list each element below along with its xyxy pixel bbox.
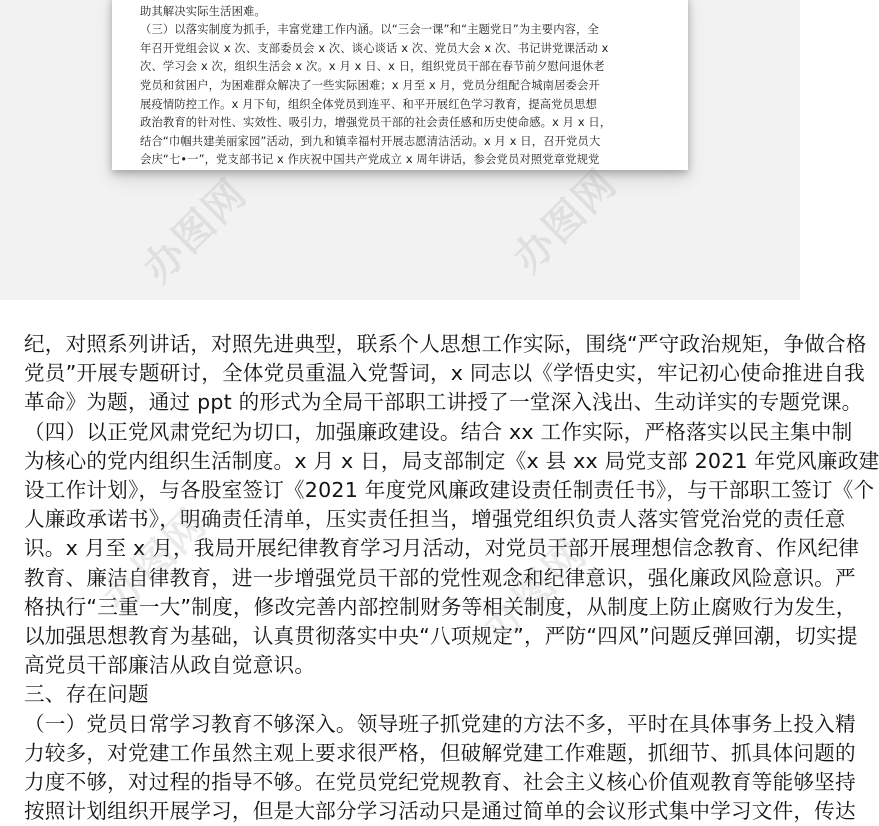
preview-line: （三）以落实制度为抓手，丰富党建工作内涵。以“三会一课”和“主题党日”为主要内容，全: [140, 23, 599, 37]
watermark: 办图网: [474, 530, 597, 652]
body-line: 力较多，对党建工作虽然主观上要求很严格，但破解党建工作难题，抓细节、抓具体问题的: [24, 740, 856, 765]
body-line: 以加强思想教育为基础，认真贯彻落实中央“八项规定”，严防“四风”问题反弹回潮，切实提: [24, 624, 858, 649]
preview-line: 次、学习会 x 次，组织生活会 x 次。x 月 x 日、x 日，组织党员干部在春节前夕慰问退休老: [140, 60, 605, 74]
page-preview-area: [0, 0, 800, 300]
preview-line: 党员和贫困户，为困难群众解决了一些实际困难；x 月至 x 月，党员分组配合城南居委会开: [140, 78, 600, 92]
body-line: 力度不够，对过程的指导不够。在党员党纪党规教育、社会主义核心价值观教育等能够坚持: [24, 770, 856, 795]
body-line: 教育、廉洁自律教育，进一步增强党员干部的党性观念和纪律意识，强化廉政风险意识。严: [24, 565, 856, 590]
watermark: 办图网: [504, 160, 627, 282]
preview-line: 结合“巾帼共建美丽家园”活动，到九和镇幸福村开展志愿清洁活动。x 月 x 日，召开党员大: [140, 134, 601, 148]
body-line: 纪，对照系列讲话，对照先进典型，联系个人思想工作实际，围绕“严守政治规矩，争做合格: [24, 332, 867, 356]
body-line: 识。x 月至 x 月，我局开展纪律教育学习月活动，对党员干部开展理想信念教育、作风纪律: [24, 536, 860, 561]
body-line: 党员”开展专题研讨，全体党员重温入党誓词，x 同志以《学悟史实，牢记初心使命推进自我: [24, 361, 865, 386]
document-body: [24, 330, 879, 826]
body-line: 按照计划组织开展学习，但是大部分学习活动只是通过简单的会议形式集中学习文件，传达: [24, 799, 856, 824]
preview-line: 政治教育的针对性、实效性、吸引力，增强党员干部的社会责任感和历史使命感。x 月 x 日，: [140, 116, 612, 130]
body-line: （一）党员日常学习教育不够深入。领导班子抓党建的方法不多，平时在具体事务上投入精: [24, 711, 856, 736]
preview-line: 助其解决实际生活困难。: [140, 4, 266, 18]
body-line: 高党员干部廉洁从政自觉意识。: [24, 653, 316, 678]
preview-text: [140, 0, 664, 170]
body-line: 人廉政承诺书》，明确责任清单，压实责任担当，增强党组织负责人落实管党治党的责任意: [24, 507, 846, 532]
preview-line: 年召开党组会议 x 次、支部委员会 x 次、谈心谈话 x 次、党员大会 x 次、书记讲党课活动 x: [140, 41, 609, 55]
section-heading-problems: 三、存在问题: [24, 682, 149, 707]
watermark: 办图网: [134, 170, 257, 292]
body-line: 设工作计划》，与各股室签订《2021 年度党风廉政建设责任制责任书》，与干部职工签订《个: [24, 478, 875, 503]
watermark: 办图网: [94, 500, 217, 622]
preview-line: 会庆“七•一”，党支部书记 x 作庆祝中国共产党成立 x 周年讲话，参会党员对照党章党规党: [140, 153, 600, 167]
page-preview-card: [112, 0, 688, 170]
body-line: 革命》为题，通过 ppt 的形式为全局干部职工讲授了一堂深入浅出、生动详实的专题党课。: [24, 390, 863, 415]
preview-line: 展疫情防控工作。x 月下旬，组织全体党员到连平、和平开展红色学习教育，提高党员思想: [140, 97, 598, 111]
section-4-heading-line: （四）以正党风肃党纪为切口，加强廉政建设。结合 xx 工作实际，严格落实以民主集中制: [24, 419, 853, 444]
body-line: 为核心的党内组织生活制度。x 月 x 日，局支部制定《x 县 xx 局党支部 2021 年党风廉政建: [24, 448, 879, 473]
body-line: 格执行“三重一大”制度，修改完善内部控制财务等相关制度，从制度上防止腐败行为发生，: [24, 594, 857, 619]
